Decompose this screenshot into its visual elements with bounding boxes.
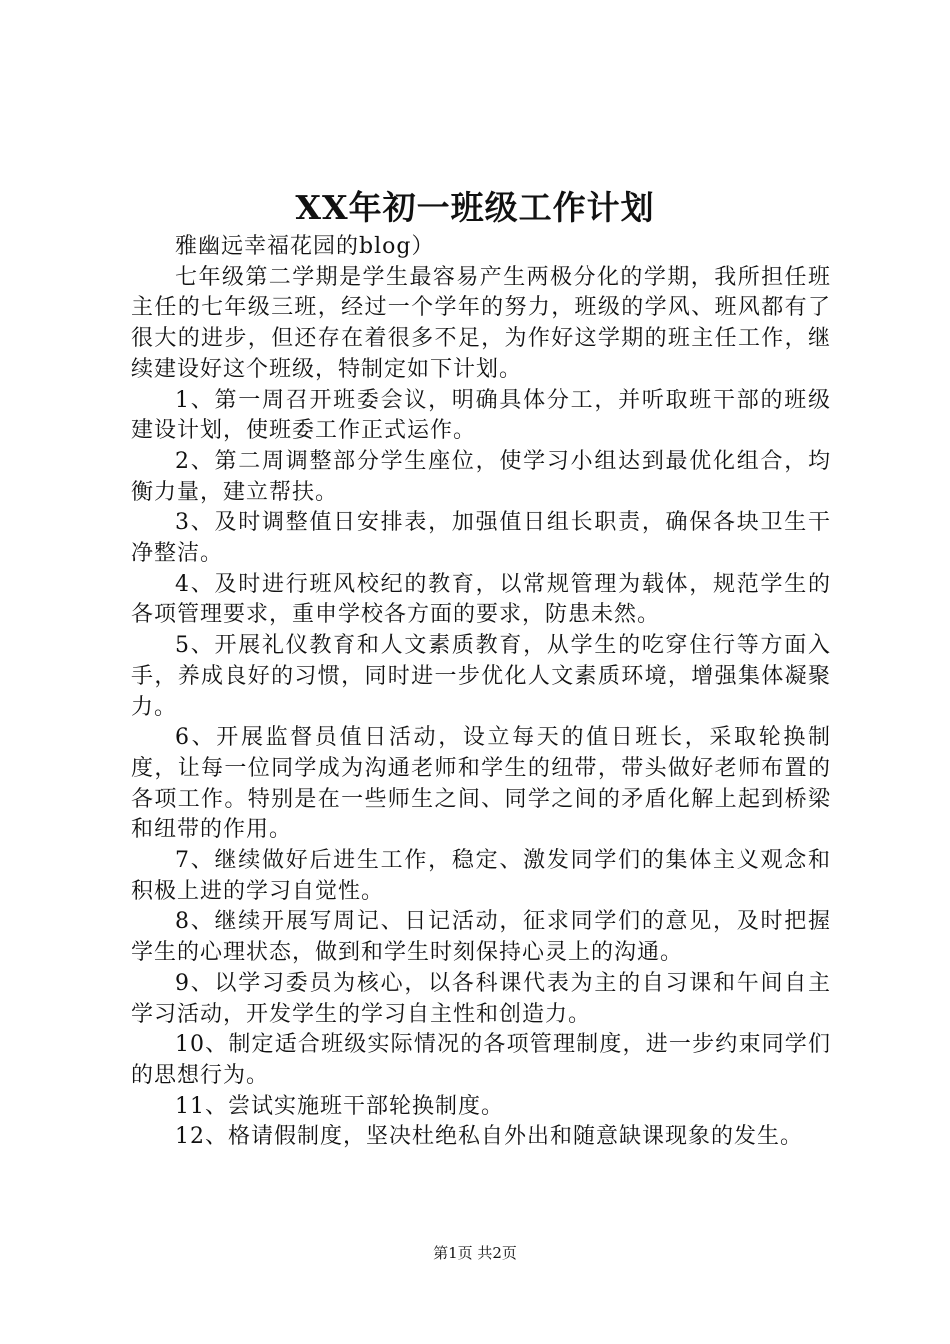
plan-item-12: 12、格请假制度，坚决杜绝私自外出和随意缺课现象的发生。: [175, 1124, 803, 1150]
plan-item-6: 6、开展监督员值日活动，设立每天的值日班长，采取轮换制度，让每一位同学成为沟通老师和学生的纽带，带头做好老师布置的各项工作。特别是在一些师生之间、同学之间的矛盾化解上起到桥梁和纽带的作用。: [131, 725, 831, 843]
page-footer: 第1页 共2页: [433, 1244, 517, 1262]
plan-item-5: 5、开展礼仪教育和人文素质教育，从学生的吃穿住行等方面入手，养成良好的习惯，同时进一步优化人文素质环境，增强集体凝聚力。: [131, 633, 831, 720]
plan-item-1: 1、第一周召开班委会议，明确具体分工，并听取班干部的班级建设计划，使班委工作正式运作。: [131, 387, 831, 444]
plan-item-8: 8、继续开展写周记、日记活动，征求同学们的意见，及时把握学生的心理状态，做到和学生时刻保持心灵上的沟通。: [131, 909, 831, 966]
document-title: XX年初一班级工作计划: [295, 188, 655, 227]
intro-paragraph: 七年级第二学期是学生最容易产生两极分化的学期，我所担任班主任的七年级三班，经过一个学年的努力，班级的学风、班风都有了很大的进步，但还存在着很多不足，为作好这学期的班主任工作，继续建设好这个班级，特制定如下计划。: [131, 264, 831, 382]
plan-item-2: 2、第二周调整部分学生座位，使学习小组达到最优化组合，均衡力量，建立帮扶。: [131, 448, 831, 505]
plan-item-9: 9、以学习委员为核心，以各科课代表为主的自习课和午间自主学习活动，开发学生的学习自主性和创造力。: [131, 970, 831, 1027]
plan-item-11: 11、尝试实施班干部轮换制度。: [175, 1093, 504, 1119]
source-line: 雅幽远幸福花园的blog）: [175, 234, 435, 259]
document-body: [131, 232, 831, 1153]
plan-item-7: 7、继续做好后进生工作，稳定、激发同学们的集体主义观念和积极上进的学习自觉性。: [131, 848, 831, 904]
plan-item-3: 3、及时调整值日安排表，加强值日组长职责，确保各块卫生干净整洁。: [131, 510, 831, 567]
plan-item-10: 10、制定适合班级实际情况的各项管理制度，进一步约束同学们的思想行为。: [131, 1032, 831, 1088]
plan-item-4: 4、及时进行班风校纪的教育，以常规管理为载体，规范学生的各项管理要求，重申学校各方面的要求，防患未然。: [131, 571, 831, 628]
